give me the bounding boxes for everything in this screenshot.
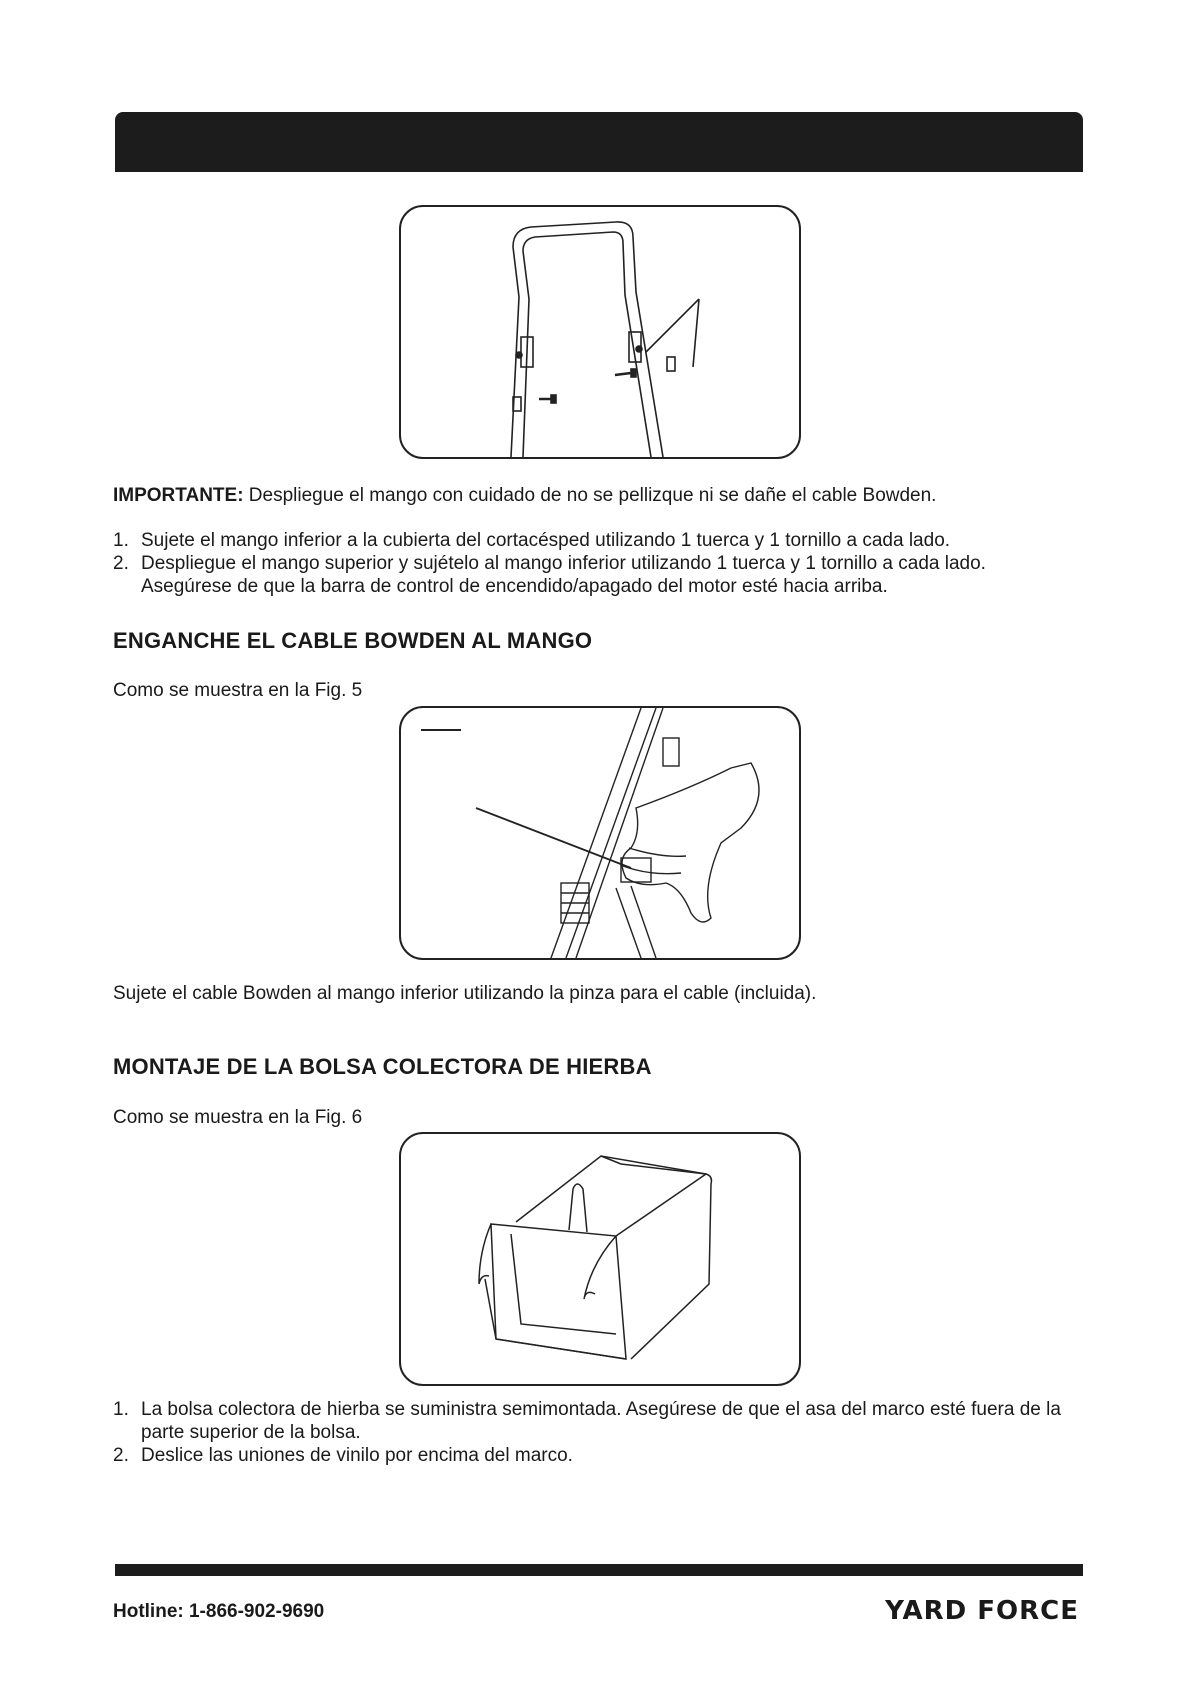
bag-steps-list	[113, 1398, 1073, 1467]
list-number: 1.	[113, 1399, 129, 1420]
list-number: 2.	[113, 553, 129, 574]
figure-cable-clip	[399, 706, 801, 960]
list-text: Deslice las uniones de vinilo por encima del marco.	[141, 1445, 573, 1466]
figure-grass-bag	[399, 1132, 801, 1386]
list-text: La bolsa colectora de hierba se suministra semimontada. Asegúrese de que el asa del marco esté fuera de la parte superior de la bolsa.	[141, 1399, 1061, 1443]
footer-bar	[115, 1564, 1083, 1576]
list-number: 2.	[113, 1445, 129, 1466]
important-note	[113, 484, 936, 507]
hotline: Hotline: 1-866-902-9690	[113, 1601, 325, 1622]
list-item	[113, 529, 1073, 552]
handle-steps-list	[113, 529, 1073, 598]
cable-clip-illustration	[401, 708, 799, 958]
section-heading-bowden: ENGANCHE EL CABLE BOWDEN AL MANGO	[113, 628, 593, 653]
fig5-reference: Como se muestra en la Fig. 5	[113, 680, 363, 701]
header-bar	[115, 112, 1083, 172]
fig6-reference: Como se muestra en la Fig. 6	[113, 1107, 363, 1128]
list-text: Sujete el mango inferior a la cubierta del cortacésped utilizando 1 tuerca y 1 tornillo a cada lado.	[141, 530, 951, 551]
brand-logo: YARD FORCE	[885, 1596, 1079, 1626]
list-text: Despliegue el mango superior y sujételo al mango inferior utilizando 1 tuerca y 1 tornillo a cada lado. Asegúrese de que la barra de control de encendido/apagado del motor esté hacia arriba.	[141, 553, 986, 597]
handle-illustration	[401, 207, 799, 457]
list-item	[113, 1444, 1073, 1467]
important-label: IMPORTANTE:	[113, 485, 244, 506]
section-heading-grass-bag: MONTAJE DE LA BOLSA COLECTORA DE HIERBA	[113, 1054, 652, 1079]
bowden-note: Sujete el cable Bowden al mango inferior utilizando la pinza para el cable (incluida).	[113, 983, 817, 1004]
figure-handle-assembly	[399, 205, 801, 459]
list-item	[113, 552, 1073, 598]
important-text: Despliegue el mango con cuidado de no se pellizque ni se dañe el cable Bowden.	[243, 485, 937, 506]
grass-bag-illustration	[401, 1134, 799, 1384]
list-number: 1.	[113, 530, 129, 551]
list-item	[113, 1398, 1073, 1444]
